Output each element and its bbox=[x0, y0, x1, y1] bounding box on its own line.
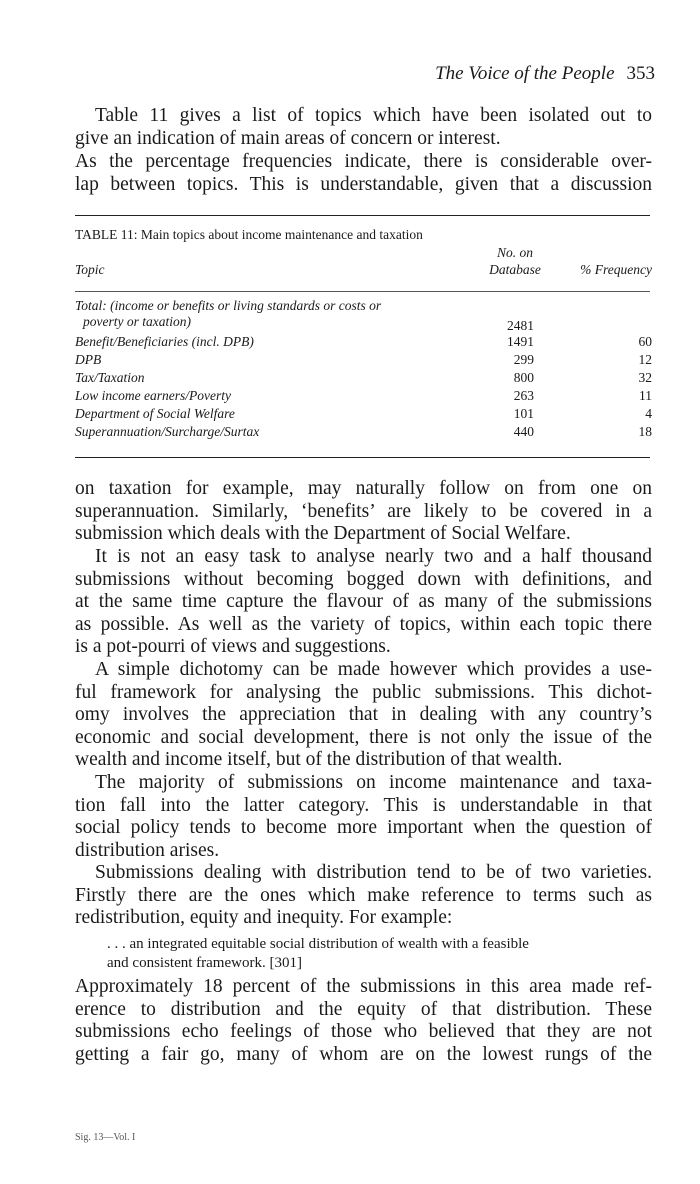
table-cell-database: 101 bbox=[513, 406, 534, 421]
text-line: give an indication of main areas of concern or interest. bbox=[75, 127, 501, 149]
text-line: on taxation for example, may naturally follow on from one on bbox=[75, 478, 652, 499]
text-line: A simple dichotomy can be made however which provides a use- bbox=[95, 659, 652, 680]
text-line: distribution arises. bbox=[75, 839, 220, 861]
table-cell-frequency: 18 bbox=[638, 424, 652, 439]
table-cell-database: 263 bbox=[513, 388, 534, 403]
table-cell-frequency: 11 bbox=[639, 388, 652, 403]
table-row-label: DPB bbox=[75, 352, 102, 367]
text-line: Table 11 gives a list of topics which have been isolated out to bbox=[95, 105, 652, 126]
table-bottom-rule bbox=[75, 457, 650, 458]
text-line: Approximately 18 percent of the submissions in this area made ref- bbox=[75, 976, 652, 997]
table-row-label: Low income earners/Poverty bbox=[75, 388, 231, 403]
text-line: ful framework for analysing the public submissions. This dichot- bbox=[75, 681, 652, 703]
table-header-database-line2: Database bbox=[489, 262, 541, 277]
text-line: social policy tends to become more important when the question of bbox=[75, 817, 652, 839]
closing-paragraph bbox=[75, 976, 652, 1066]
table-cell-database: 1491 bbox=[507, 334, 534, 349]
table-row-label: Superannuation/Surcharge/Surtax bbox=[75, 424, 260, 439]
table-header-frequency: % Frequency bbox=[580, 262, 652, 277]
text-line: superannuation. Similarly, ‘benefits’ are likely to be covered in a bbox=[75, 500, 652, 522]
text-line: getting a fair go, many of whom are on the lowest rungs of the bbox=[75, 1043, 652, 1065]
body-paragraph-2 bbox=[75, 546, 652, 659]
table-row-label-continuation: poverty or taxation) bbox=[83, 314, 191, 329]
text-line: omy involves the appreciation that in dealing with any country’s bbox=[75, 704, 652, 726]
intro-paragraph-2 bbox=[75, 151, 652, 196]
body-paragraph-5 bbox=[75, 862, 652, 930]
table-cell-frequency: 12 bbox=[638, 352, 652, 367]
quote-line: . . . an integrated equitable social distribution of wealth with a feasible bbox=[107, 936, 529, 952]
table-row-label: Department of Social Welfare bbox=[75, 406, 235, 421]
text-line: tion fall into the latter category. This is understandable in that bbox=[75, 794, 652, 816]
table-cell-database: 299 bbox=[513, 352, 534, 367]
running-head bbox=[435, 63, 655, 85]
text-line: Firstly there are the ones which make reference to terms such as bbox=[75, 884, 652, 906]
text-line: submissions without becoming bogged down with definitions, and bbox=[75, 568, 652, 590]
text-line: The majority of submissions on income maintenance and taxa- bbox=[95, 772, 652, 793]
table-cell-frequency: 4 bbox=[645, 406, 652, 421]
text-line: lap between topics. This is understandable, given that a discussion bbox=[75, 173, 652, 195]
table-row-label: Tax/Taxation bbox=[75, 370, 145, 385]
table-cell-frequency: 32 bbox=[638, 370, 652, 385]
text-line: economic and social development, there is not only the issue of the bbox=[75, 726, 652, 748]
text-line: submission which deals with the Department of Social Welfare. bbox=[75, 523, 571, 545]
signature-mark: Sig. 13—Vol. I bbox=[75, 1132, 136, 1143]
table-row-label: Total: (income or benefits or living standards or costs or bbox=[75, 298, 382, 313]
text-line: Submissions dealing with distribution tend to be of two varieties. bbox=[95, 862, 652, 883]
text-line: It is not an easy task to analyse nearly two and a half thousand bbox=[95, 546, 652, 567]
text-line: as possible. As well as the variety of topics, within each topic there bbox=[75, 613, 652, 635]
page-number: 353 bbox=[626, 63, 655, 84]
table-top-rule bbox=[75, 215, 650, 216]
body-paragraph-1 bbox=[75, 478, 652, 546]
text-line: redistribution, equity and inequity. For example: bbox=[75, 907, 453, 929]
quote-line: and consistent framework. [301] bbox=[107, 955, 302, 971]
intro-paragraph-1 bbox=[75, 105, 652, 150]
table-header-rule bbox=[75, 291, 650, 292]
table-caption: TABLE 11: Main topics about income maintenance and taxation bbox=[75, 227, 423, 242]
block-quote bbox=[107, 935, 652, 973]
text-line: As the percentage frequencies indicate, there is considerable over- bbox=[75, 151, 652, 172]
text-line: wealth and income itself, but of the distribution of that wealth. bbox=[75, 749, 563, 771]
text-line: at the same time capture the flavour of as many of the submissions bbox=[75, 591, 652, 613]
text-line: is a pot-pourri of views and suggestions. bbox=[75, 636, 391, 658]
table-header-database-line1: No. on bbox=[496, 245, 533, 260]
body-paragraph-4 bbox=[75, 772, 652, 862]
table-cell-frequency: 60 bbox=[638, 334, 652, 349]
table-header-topic: Topic bbox=[75, 262, 105, 277]
running-head-title: The Voice of the People bbox=[435, 63, 615, 84]
body-paragraph-3 bbox=[75, 659, 652, 772]
text-line: erence to distribution and the equity of that distribution. These bbox=[75, 998, 652, 1020]
table-cell-database: 440 bbox=[513, 424, 534, 439]
table-row-label: Benefit/Beneficiaries (incl. DPB) bbox=[75, 334, 254, 349]
text-line: submissions echo feelings of those who believed that they are not bbox=[75, 1021, 652, 1043]
table-cell-database: 2481 bbox=[507, 318, 534, 333]
table-cell-database: 800 bbox=[513, 370, 534, 385]
